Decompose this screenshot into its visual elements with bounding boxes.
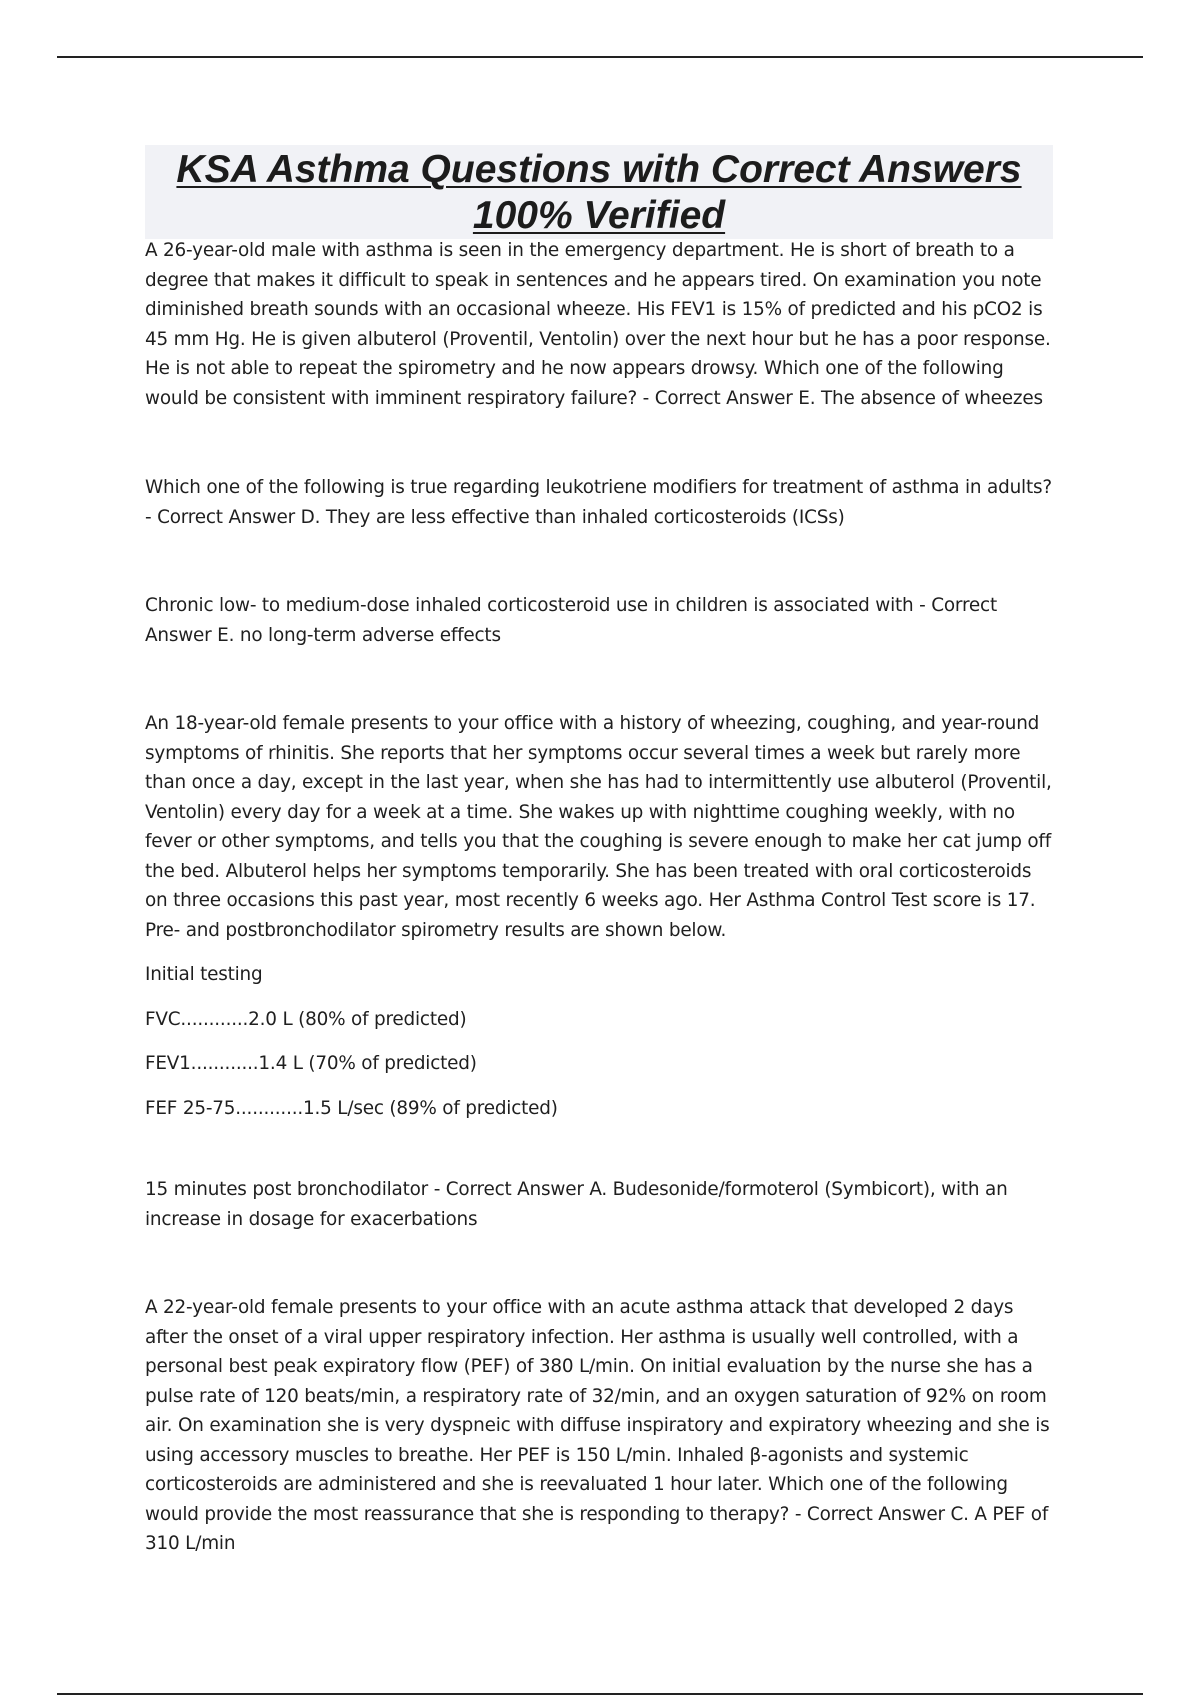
question-4: An 18-year-old female presents to your office with a history of wheezing, coughing, and year-round symptoms of rhinitis. She reports that her symptoms occur several times a week but rarely more than once a day, except in the last year, when she has had to intermittently use albuterol (Proventil, Ventolin) every day for a week at a time. She wakes up with nighttime coughing weekly, with no fever or other symptoms, and tells you that the coughing is severe enough to make her cat jump off the bed. Albuterol helps her symptoms temporarily. She has been treated with oral corticosteroids on three occasions this past year, most recently 6 weeks ago. Her Asthma Control Test score is 17. Pre- and postbronchodilator spirometry results are shown below. [145,713,1052,941]
title-line-1: KSA Asthma Questions with Correct Answers [176,148,1022,191]
testing-line-fev1: FEV1............1.4 L (70% of predicted) [145,1053,477,1074]
question-1: A 26-year-old male with asthma is seen in the emergency department. He is short of breath to a degree that makes it difficult to speak in sentences and he appears tired. On examination you note diminished breath sounds with an occasional wheeze. His FEV1 is 15% of predicted and his pCO2 is 45 mm Hg. He is given albuterol (Proventil, Ventolin) over the next hour but he has a poor response. He is not able to repeat the spirometry and he now appears drowsy. Which one of the following would be consistent with imminent respiratory failure? - Correct Answer E. The absence of wheezes [145,240,1051,409]
document-title [145,147,1053,239]
title-line-2: 100% Verified [472,194,726,237]
testing-line-fef: FEF 25-75............1.5 L/sec (89% of predicted) [145,1097,558,1119]
question-2: Which one of the following is true regarding leukotriene modifiers for treatment of asthma in adults? - Correct Answer D. They are less effective than inhaled corticosteroids (ICSs) [145,477,1052,528]
bottom-rule [57,1693,1143,1695]
question-5: A 22-year-old female presents to your office with an acute asthma attack that developed 2 days after the onset of a viral upper respiratory infection. Her asthma is usually well controlled, with a personal best peak expiratory flow (PEF) of 380 L/min. On initial evaluation by the nurse she has a pulse rate of 120 beats/min, a respiratory rate of 32/min, and an oxygen saturation of 92% on room air. On examination she is very dyspneic with diffuse inspiratory and expiratory wheezing and she is using accessory muscles to breathe. Her PEF is 150 L/min. Inhaled β-agonists and systemic corticosteroids are administered and she is reevaluated 1 hour later. Which one of the following would provide the most reassurance that she is responding to therapy? - Correct Answer C. A PEF of 310 L/min [145,1297,1050,1554]
top-rule [57,56,1143,58]
document-body [145,236,1055,1559]
question-3: Chronic low- to medium-dose inhaled corticosteroid use in children is associated with - Correct Answer E. no long-term adverse effects [145,595,997,646]
question-4-answer: 15 minutes post bronchodilator - Correct Answer A. Budesonide/formoterol (Symbicort), with an increase in dosage for exacerbations [145,1179,1008,1230]
testing-line-fvc: FVC............2.0 L (80% of predicted) [145,1008,467,1030]
title-block [145,145,1053,239]
testing-heading: Initial testing [145,964,263,985]
